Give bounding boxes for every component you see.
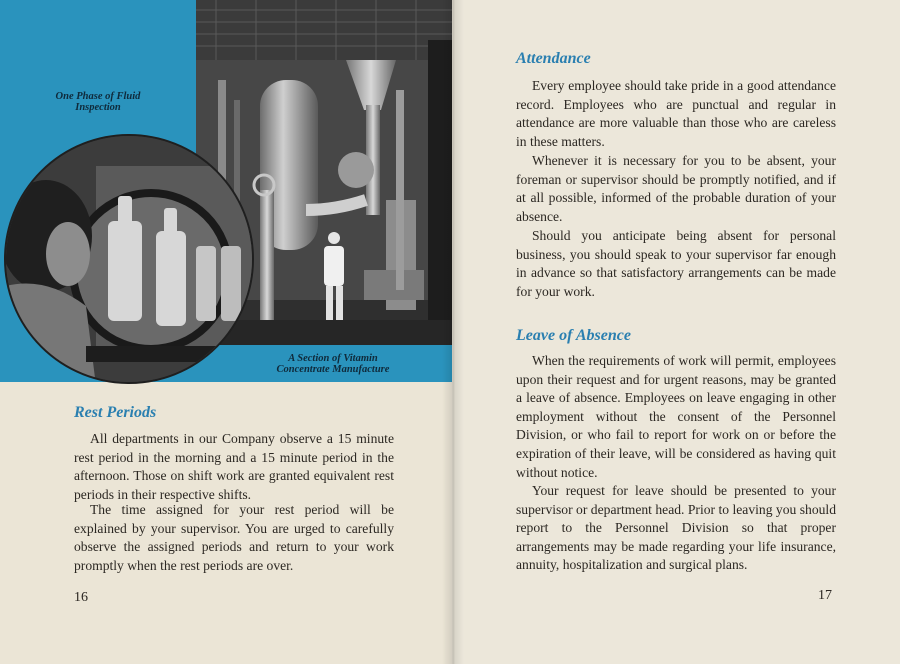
heading-leave-of-absence: Leave of Absence (516, 327, 631, 344)
attendance-paragraph: Whenever it is necessary for you to be absent, your foreman or supervisor should be promptly notified, and if at all possible, informed of the probable duration of your absence. (516, 153, 836, 224)
fluid-inspection-photo (4, 134, 254, 384)
heading-rest-periods: Rest Periods (74, 404, 157, 421)
page-number: 16 (74, 590, 88, 605)
leave-paragraph: When the requirements of work will permit, employees upon their request and for urgent reasons, may be granted a leave of absence. Employees on leave engaging in other employment without the consent of the Personnel Division, or who fail to report for work on or before the expiration of their leave, will be considered as having quit without notice. (516, 353, 836, 480)
rest-periods-paragraph: All departments in our Company observe a 15 minute rest period in the morning and a 15 minute period in the afternoon. Those on shift work are granted equivalent rest periods in their respective shifts. (74, 431, 394, 502)
attendance-paragraph: Should you anticipate being absent for personal business, you should speak to your supervisor far enough in advance so that satisfactory arrangements can be made for your work. (516, 228, 836, 299)
right-page (452, 0, 900, 664)
caption-fluid-inspection: One Phase of Fluid Inspection (55, 91, 141, 113)
leave-paragraph: Your request for leave should be presented to your supervisor or department head. Prior to leaving you should report to the Personnel Division so that proper arrangements may be made regarding your life insurance, annuity, hospitalization and surgical plans. (516, 483, 836, 573)
page-number: 17 (818, 588, 832, 603)
rest-periods-paragraph: The time assigned for your rest period will be explained by your supervisor. You are urged to carefully observe the assigned periods and return to your work promptly when the rest periods are over. (74, 502, 394, 573)
caption-vitamin-manufacture: A Section of Vitamin Concentrate Manufacture (276, 353, 390, 375)
heading-attendance: Attendance (516, 50, 591, 67)
attendance-paragraph: Every employee should take pride in a good attendance record. Employees who are punctual and regular in attendance are more valuable than those who are careless in these matters. (516, 78, 836, 149)
